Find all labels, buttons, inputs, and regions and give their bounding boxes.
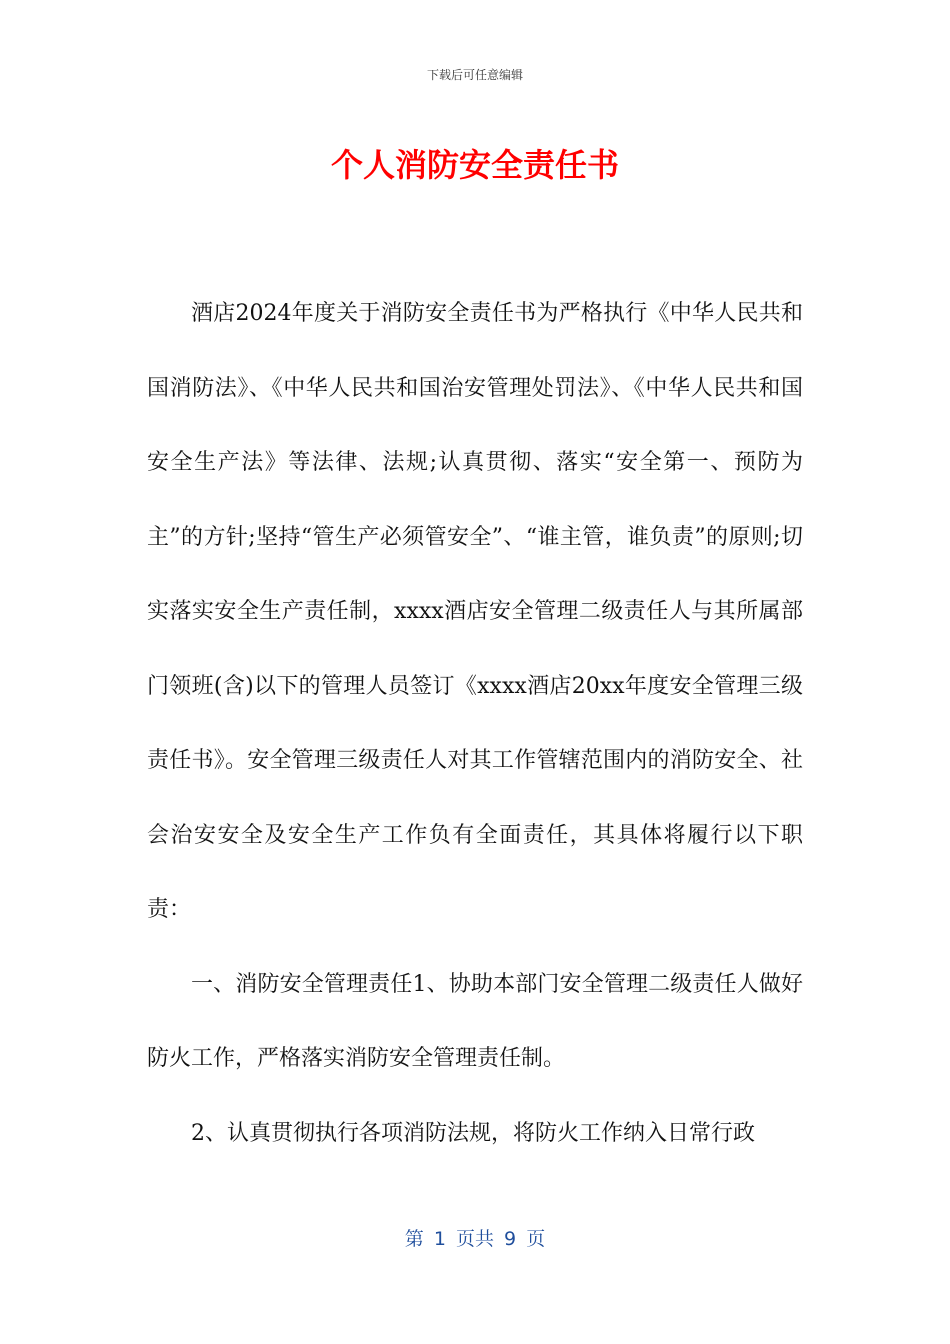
footer-prefix: 第 <box>404 1228 424 1250</box>
paragraph-intro: 酒店2024年度关于消防安全责任书为严格执行《中华人民共和国消防法》、《中华人民共和国治安管理处罚法》、《中华人民共和国安全生产法》等法律、法规;认真贯彻、落实“安全第一、预防为主”的方针;坚持“管生产必须管安全”、“谁主管，谁负责”的原则;切实落实安全生产责任制，xxxx酒店安全管理二级责任人与其所属部门领班(含)以下的管理人员签订《xxxx酒店20xx年度安全管理三级责任书》。安全管理三级责任人对其工作管辖范围内的消防安全、社会治安安全及安全生产工作负有全面责任，其具体将履行以下职责： <box>147 301 803 922</box>
footer-page-number: 1 <box>433 1228 446 1250</box>
footer-suffix: 页 <box>526 1228 546 1250</box>
footer-middle: 页共 <box>455 1228 494 1250</box>
page-footer <box>0 1226 950 1252</box>
paragraph-section-1: 一、消防安全管理责任1、协助本部门安全管理二级责任人做好防火工作，严格落实消防安全管理责任制。 <box>147 971 803 1071</box>
footer-total-pages: 9 <box>504 1228 517 1250</box>
page-header-note: 下载后可任意编辑 <box>426 68 523 82</box>
document-title: 个人消防安全责任书 <box>330 146 619 184</box>
document-body <box>147 277 803 1171</box>
paragraph-item-2: 2、认真贯彻执行各项消防法规，将防火工作纳入日常行政 <box>191 1120 755 1146</box>
